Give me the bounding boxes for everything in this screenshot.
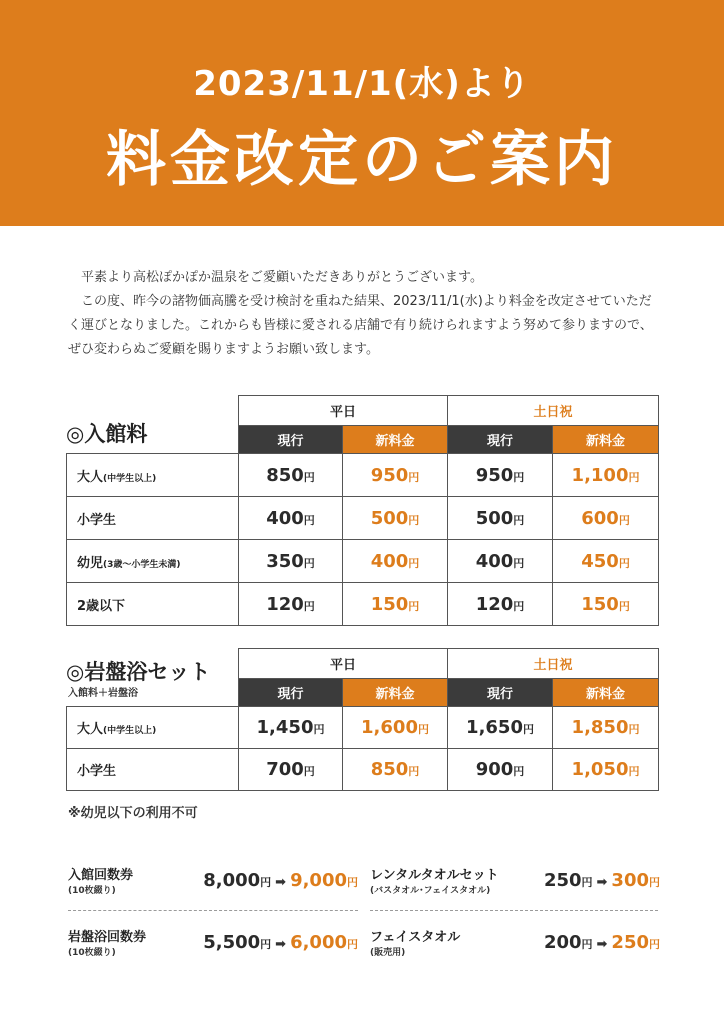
new-price: 9,000 [290, 870, 347, 891]
bedrock-rows [67, 707, 659, 791]
current-price [239, 540, 343, 583]
new-price [343, 749, 448, 791]
holiday-header: 土日祝 [448, 649, 659, 679]
price-value: 900 [475, 759, 514, 780]
price-value: 1,100 [571, 464, 629, 486]
new-price [343, 707, 448, 749]
old-price: 200 [543, 932, 582, 953]
yen-unit: 円 [581, 938, 593, 951]
current-price [448, 540, 553, 583]
yen-unit: 円 [522, 723, 534, 736]
price-value: 500 [475, 507, 514, 529]
item-prices [544, 932, 660, 953]
price-value: 1,450 [256, 717, 314, 738]
current-price [448, 749, 553, 791]
row-label-text: 小学生 [77, 512, 117, 528]
table-corner [67, 649, 239, 707]
bedrock-price-table [66, 648, 659, 791]
price-value: 450 [581, 550, 619, 572]
page-title: 料金改定のご案内 [106, 125, 618, 195]
yen-unit: 円 [628, 765, 640, 778]
arrow-icon: ➡ [596, 937, 608, 952]
yen-unit: 円 [417, 723, 429, 736]
row-label-note: (3歳～小学生未満) [103, 559, 181, 570]
holiday-header: 土日祝 [448, 396, 659, 426]
item-note: (バスタオル･フェイスタオル) [370, 886, 491, 896]
current-price [239, 497, 343, 540]
new-price [553, 707, 659, 749]
old-price: 250 [543, 870, 582, 891]
price-value: 700 [266, 759, 304, 780]
current-price [448, 707, 553, 749]
new-price: 6,000 [290, 932, 347, 953]
item-note: (10枚綴り) [68, 948, 116, 958]
row-label [67, 454, 239, 497]
row-label [67, 540, 239, 583]
price-value: 120 [475, 593, 514, 615]
row-label-note: (中学生以上) [103, 473, 157, 484]
misc-price-item [68, 926, 358, 966]
yen-unit: 円 [260, 876, 272, 889]
row-label-text: 小学生 [77, 764, 117, 779]
item-prices [544, 870, 660, 891]
misc-price-item [370, 864, 660, 904]
misc-price-item [370, 926, 660, 966]
row-label [67, 749, 239, 791]
yen-unit: 円 [347, 938, 358, 951]
current-price [448, 497, 553, 540]
yen-unit: 円 [513, 513, 525, 527]
price-value: 600 [581, 507, 619, 529]
new-price [553, 583, 659, 626]
row-label-text: 2歳以下 [77, 598, 126, 614]
old-price: 5,500 [203, 932, 261, 953]
new-price [553, 454, 659, 497]
new-price [343, 583, 448, 626]
item-name: フェイスタオル [370, 930, 461, 945]
yen-unit: 円 [408, 599, 420, 613]
price-value: 850 [266, 464, 304, 486]
table-row [67, 497, 659, 540]
bedrock-title: ◎岩盤浴セット [66, 660, 211, 684]
yen-unit: 円 [649, 876, 660, 889]
weekday-header: 平日 [239, 649, 448, 679]
yen-unit: 円 [313, 723, 325, 736]
arrow-icon: ➡ [275, 875, 287, 890]
current-price [239, 454, 343, 497]
price-value: 850 [370, 759, 409, 780]
price-value: 400 [475, 550, 514, 572]
yen-unit: 円 [628, 723, 640, 736]
admission-price-table [66, 395, 659, 626]
new-price [343, 454, 448, 497]
footnote: ※幼児以下の利用不可 [68, 806, 198, 821]
table-row [67, 749, 659, 791]
row-label [67, 497, 239, 540]
yen-unit: 円 [303, 765, 315, 778]
yen-unit: 円 [628, 470, 640, 484]
yen-unit: 円 [303, 556, 315, 570]
yen-unit: 円 [513, 765, 525, 778]
table-corner [67, 396, 239, 454]
price-value: 950 [475, 464, 514, 486]
yen-unit: 円 [303, 513, 315, 527]
item-name: 入館回数券 [68, 868, 134, 883]
row-label-note: (中学生以上) [103, 726, 157, 736]
yen-unit: 円 [260, 938, 272, 951]
price-value: 950 [370, 464, 409, 486]
new-header: 新料金 [343, 426, 448, 454]
yen-unit: 円 [618, 599, 630, 613]
yen-unit: 円 [303, 599, 315, 613]
yen-unit: 円 [408, 556, 420, 570]
divider [68, 910, 358, 911]
divider [370, 910, 658, 911]
intro-text [68, 266, 664, 362]
price-value: 1,850 [571, 717, 629, 738]
bedrock-subtitle: 入館料＋岩盤浴 [68, 688, 138, 699]
new-header: 新料金 [553, 679, 659, 707]
price-value: 1,650 [466, 717, 523, 738]
price-value: 150 [581, 593, 619, 615]
yen-unit: 円 [408, 470, 420, 484]
row-label-text: 大人 [77, 469, 104, 485]
yen-unit: 円 [581, 876, 593, 889]
current-header: 現行 [448, 426, 553, 454]
new-price [553, 749, 659, 791]
table-row [67, 707, 659, 749]
yen-unit: 円 [303, 470, 315, 484]
intro-paragraph-1: 平素より高松ぽかぽか温泉をご愛顧いただきありがとうございます。 [81, 270, 483, 285]
current-price [239, 749, 343, 791]
item-name: レンタルタオルセット [370, 868, 499, 883]
current-price [239, 707, 343, 749]
yen-unit: 円 [618, 556, 630, 570]
yen-unit: 円 [513, 470, 525, 484]
row-label-text: 大人 [77, 722, 104, 737]
effective-date: 2023/11/1(水)より [193, 64, 531, 104]
arrow-icon: ➡ [275, 937, 287, 952]
new-header: 新料金 [553, 426, 659, 454]
price-value: 150 [370, 593, 409, 615]
current-header: 現行 [239, 426, 343, 454]
new-price [553, 497, 659, 540]
new-price [553, 540, 659, 583]
price-value: 120 [266, 593, 304, 615]
current-header: 現行 [448, 679, 553, 707]
item-prices [203, 932, 358, 953]
row-label [67, 707, 239, 749]
yen-unit: 円 [618, 513, 630, 527]
yen-unit: 円 [408, 765, 420, 778]
current-price [448, 583, 553, 626]
misc-price-item [68, 864, 358, 904]
current-header: 現行 [239, 679, 343, 707]
item-note: (販売用) [370, 948, 406, 958]
price-value: 400 [370, 550, 409, 572]
admission-title: ◎入館料 [66, 422, 148, 446]
item-prices [203, 870, 358, 891]
item-name: 岩盤浴回数券 [68, 930, 147, 945]
new-header: 新料金 [343, 679, 448, 707]
price-value: 350 [266, 550, 304, 572]
table-row [67, 454, 659, 497]
yen-unit: 円 [408, 513, 420, 527]
current-price [448, 454, 553, 497]
new-price: 300 [611, 870, 649, 891]
new-price: 250 [611, 932, 649, 953]
table-row [67, 583, 659, 626]
new-price [343, 540, 448, 583]
admission-rows [67, 454, 659, 626]
yen-unit: 円 [347, 876, 358, 889]
intro-paragraph-2: この度、昨今の諸物価高騰を受け検討を重ねた結果、2023/11/1(水)より料金を改定させていただく運びとなりました。これからも皆様に愛される店舗で有り続けられますよう努めて参りますので、ぜひ変わらぬご愛顧を賜りますようお願い致します。 [68, 294, 653, 357]
table-row [67, 540, 659, 583]
yen-unit: 円 [649, 938, 660, 951]
price-value: 500 [370, 507, 409, 529]
item-note: (10枚綴り) [68, 886, 116, 896]
yen-unit: 円 [513, 556, 525, 570]
price-value: 400 [266, 507, 304, 529]
price-value: 1,600 [361, 717, 418, 738]
new-price [343, 497, 448, 540]
weekday-header: 平日 [239, 396, 448, 426]
old-price: 8,000 [203, 870, 261, 891]
row-label [67, 583, 239, 626]
yen-unit: 円 [513, 599, 525, 613]
price-value: 1,050 [571, 759, 629, 780]
row-label-text: 幼児 [77, 555, 104, 571]
header-banner [0, 0, 724, 226]
arrow-icon: ➡ [596, 875, 608, 890]
current-price [239, 583, 343, 626]
